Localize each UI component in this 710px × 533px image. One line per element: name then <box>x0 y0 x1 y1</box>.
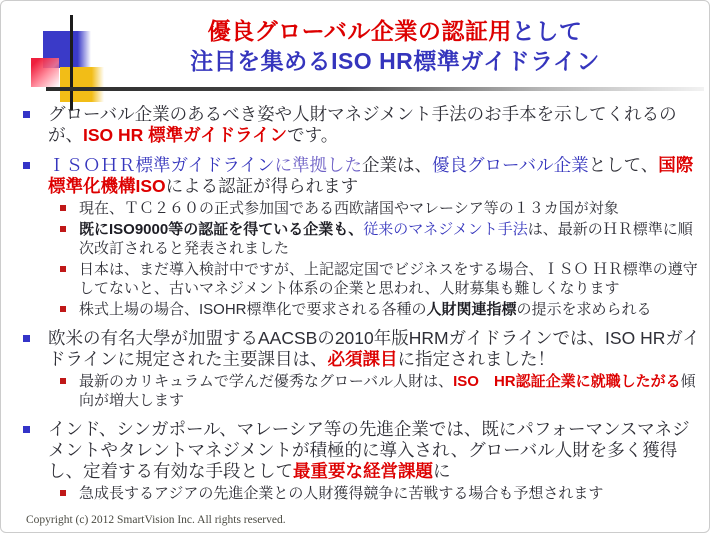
bullet-item <box>13 199 705 218</box>
blue-square-bullet-icon <box>23 111 30 118</box>
text-run: 必須課目 <box>327 349 398 369</box>
text-run: に <box>433 461 451 481</box>
text-run: 最新のカリキュラムで学んだ優秀なグローバル人財は、 <box>79 373 454 390</box>
bullet-item <box>13 155 705 197</box>
red-square-bullet-icon <box>60 490 66 496</box>
bullet-item <box>13 328 705 370</box>
text-run: 優良グローバル企業 <box>431 155 589 175</box>
text-run: による認証が得られます <box>165 176 359 196</box>
text-run: ISO HR 標準ガイドライン <box>83 125 288 145</box>
copyright-text: Copyright (c) 2012 SmartVision Inc. All rights reserved. <box>26 514 286 526</box>
text-run: 従来のマネジメント手法 <box>363 221 528 238</box>
red-square-bullet-icon <box>60 378 66 384</box>
text-run: 株式上場の場合、ISOHR標準化で要求される各種の <box>79 301 427 318</box>
bullet-text <box>79 484 705 503</box>
text-run: 傾向が増大します <box>79 373 696 409</box>
text-run: グローバル企業のあるべき姿や人財マネジメント手法のお手本を示してくれるのが、 <box>48 104 677 145</box>
slide-title-line1 <box>89 17 701 47</box>
red-square-bullet-icon <box>60 205 66 211</box>
text-run: として <box>511 18 583 44</box>
text-run: ISO HR認証企業に就職したがる <box>453 373 681 390</box>
text-run: 欧米の有名大學が加盟するAACSBの2010年版HRMガイドラインでは、ISO HRガイドラインに規定された主要課目は、 <box>48 328 700 369</box>
bullet-text <box>48 328 705 370</box>
bullet-item <box>13 419 705 482</box>
bullet-text <box>79 260 705 298</box>
logo-pink-square <box>31 58 59 87</box>
bullet-item <box>13 484 705 503</box>
text-run: インド、シンガポール、マレーシア等の先進企業では、既にパフォーマンスマネジメントやタレントマネジメントが積極的に導入され、グローバル人財を多く獲得し、定着する有効な手段として <box>48 419 690 481</box>
title-divider-line <box>46 87 704 91</box>
bullet-text <box>48 419 705 482</box>
blue-square-bullet-icon <box>23 426 30 433</box>
red-square-bullet-icon <box>60 266 66 272</box>
text-run: 国際標準化機構ISO <box>48 155 694 196</box>
text-run: 日本は、まだ導入検討中ですが、上記認定国でビジネスをする場合、ＩＳＯ ＨＲ標準の遵守してないと、古いマネジメント体系の企業と思われ、人財募集も難しくなります <box>79 261 698 297</box>
red-square-bullet-icon <box>60 306 66 312</box>
logo-vertical-line <box>70 15 73 110</box>
blue-square-bullet-icon <box>23 335 30 342</box>
text-run: は、最新のＨＲ標準に順次改訂されると発表されました <box>79 221 693 257</box>
bullet-text <box>48 104 705 146</box>
text-run: です。 <box>287 125 339 145</box>
text-run: 人財関連指標 <box>426 301 517 318</box>
text-run: 急成長するアジアの先進企業との人財獲得競争に苦戦する場合も予想されます <box>79 485 604 502</box>
bullet-item <box>13 372 705 410</box>
text-run: ＩＳＯＨＲ標準ガイドライン <box>48 155 275 175</box>
bullet-item <box>13 300 705 319</box>
bullet-text <box>79 372 705 410</box>
text-run: 優良グローバル企業の認証用 <box>207 18 512 44</box>
text-run: 現在、ＴＣ２６０の正式参加国である西欧諸国やマレーシア等の１３カ国が対象 <box>79 200 619 217</box>
slide-title <box>89 17 701 77</box>
bullet-text <box>79 220 705 258</box>
bullet-item <box>13 104 705 146</box>
text-run: の提示を求められる <box>516 301 652 318</box>
bullet-text <box>79 199 705 218</box>
bullet-item <box>13 260 705 298</box>
text-run: に指定されました！ <box>397 349 555 369</box>
bullet-text <box>79 300 705 319</box>
text-run: 既にISO9000等の認証を得ている企業も、 <box>79 221 364 238</box>
red-square-bullet-icon <box>60 226 66 232</box>
text-run: に準拠した <box>274 155 362 175</box>
bullet-list <box>13 104 705 503</box>
bullet-item <box>13 220 705 258</box>
bullet-text <box>48 155 705 197</box>
blue-square-bullet-icon <box>23 162 30 169</box>
text-run: 企業は、 <box>361 155 432 175</box>
slide-title-line2 <box>89 47 701 77</box>
text-run: 注目を集めるISO HR標準ガイドライン <box>190 47 600 74</box>
text-run: として、 <box>588 155 659 175</box>
text-run: 最重要な経営課題 <box>293 461 433 481</box>
